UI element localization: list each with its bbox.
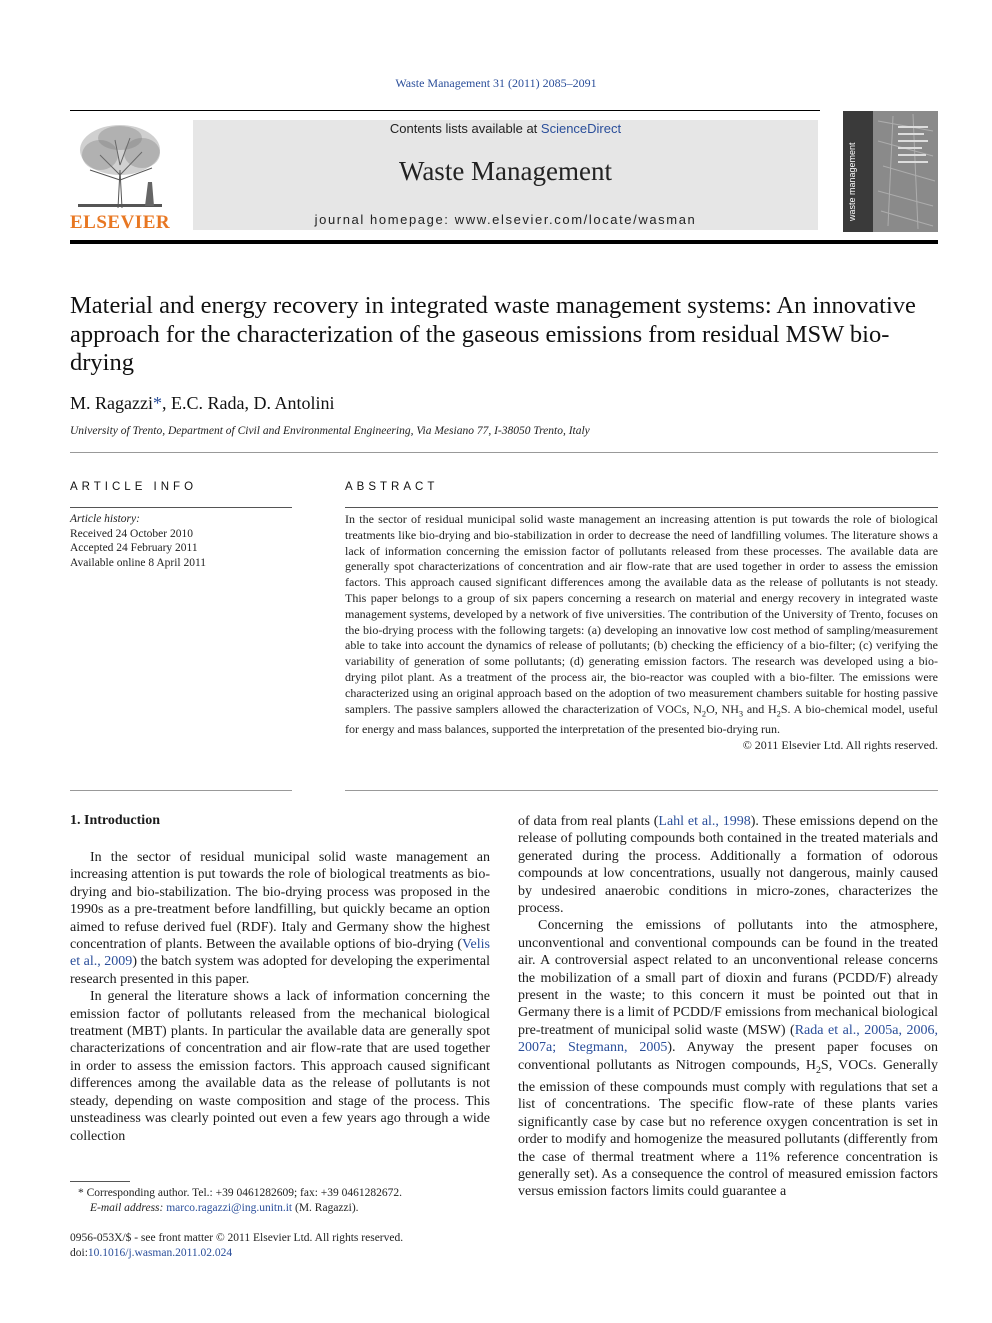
reference-link[interactable]: Velis et al., 2009	[70, 937, 490, 970]
paragraph	[518, 917, 938, 1200]
paragraph-text: ). These emissions depend on the release of polluting compounds both contained in the treated materials and generated during the process. Additionally a formation of odorous compounds at low concentrations, usually not dangerous, mainly caused by undesired anaerobic conditions in micro-zones, characterizes the process.	[518, 814, 938, 917]
paragraph-text: ). Anyway the present paper focuses on conventional pollutants as Nitrogen compounds, H	[518, 1040, 938, 1073]
footnote-text: Corresponding author. Tel.: +39 0461282609; fax: +39 0461282672.	[83, 1187, 403, 1199]
abstract-end-rule	[345, 790, 938, 791]
masthead-rule	[70, 240, 938, 244]
abstract-body	[345, 512, 938, 753]
abstract-text: In the sector of residual municipal solid waste management an increasing attention is put towards the role of biological treatments like bio-drying and bio-stabilization in order to decrease the need of landfilling volumes. The literature shows a lack of information concerning the emission factor of pollutants released from these processes. The available data are generally spot characterizations of concentration and air flow-rate that are used together in order to assess the emission factors. This approach caused significant differences among the available data as the release of pollutants is not steady. This paper belongs to a group of six papers concerning a research on material and energy recovery in integrated waste management systems, developed by a network of five universities. The contribution of the University of Trento, focuses on the bio-drying process with the following targets: (a) developing an innovative low cost method of sampling/measurement able to take into account the dynamics of release of pollutants; (b) checking the efficiency of a bio-filter; (c) verifying the variability of generation of some pollutants; (d) generating emission factors. The research was developed using a bio-drying pilot plant. As a treatment of the process air, the bio-reactor was coupled with a bio-filter. The emissions were characterized using an original approach based on the adoption of two measurement chambers suitable for hosting passive samplers. The passive samplers allowed the characterization of VOCs, N	[345, 512, 938, 716]
accepted-date: Accepted 24 February 2011	[70, 542, 198, 554]
paragraph-text: Concerning the emissions of pollutants into the atmosphere, unconventional and conventional compounds can be found in the treated air. A controversial aspect related to an unconventional release concerns the mobilization of a small part of dioxin and furans (PCDD/F) already present in the waste; to this concern it must be pointed out that in Germany there is a limit of PCDD/F emissions from mechanical biological pre-treatment of municipal solid waste (MSW) (	[518, 918, 938, 1038]
doi-link[interactable]: 10.1016/j.wasman.2011.02.024	[87, 1246, 233, 1259]
footnote	[70, 1186, 490, 1216]
subscript: 3	[738, 708, 744, 718]
abstract-text: O, NH	[706, 701, 739, 716]
email-label: E-mail address:	[90, 1202, 164, 1214]
author-name[interactable]: E.C. Rada	[170, 393, 245, 413]
doi-label: doi:	[70, 1246, 88, 1259]
tree-icon	[70, 120, 170, 210]
author-name[interactable]: M. Ragazzi	[70, 393, 153, 413]
author-separator: ,	[244, 393, 254, 413]
journal-homepage[interactable]: journal homepage: www.elsevier.com/locate/wasman	[314, 212, 697, 227]
elsevier-wordmark: ELSEVIER	[70, 212, 171, 233]
affiliation: University of Trento, Department of Civil and Environmental Engineering, Via Mesiano 77, I-38050 Trento, Italy	[70, 425, 590, 437]
article-info-rule	[70, 507, 292, 508]
email-suffix: (M. Ragazzi).	[292, 1202, 359, 1214]
section-heading-introduction: 1. Introduction	[70, 813, 160, 828]
paragraph-text: In the sector of residual municipal solid waste management an increasing attention is put towards the role of biological treatments as bio-drying and bio-stabilization. The bio-drying process was proposed in the 1990s as a pre-treatment before landfilling, but quickly became an option aimed to refuse derived fuel (RDF). Italy and Germany show the highest concentration of plants. Between the available options of bio-drying (	[70, 850, 490, 953]
article-info-heading: ARTICLE INFO	[70, 481, 198, 493]
journal-citation[interactable]: Waste Management 31 (2011) 2085–2091	[395, 76, 597, 90]
contents-line	[193, 121, 818, 136]
paragraph-text: S, VOCs. Generally the emission of these compounds must comply with regulations that set a list of concentrations. The specific flow-rate of these plants varies significantly case by case but no reference oxygen concentration is set in order to modify and homogenize the measured pollutants (differently from the case of thermal treatment where a 11% reference concentration is generally set). As a consequence the control of measured emission factors versus emission factors limits could guarantee a	[518, 1057, 939, 1200]
subscript: 2	[701, 708, 707, 718]
info-end-rule	[70, 790, 292, 791]
journal-name: Waste Management	[399, 156, 612, 186]
author-list	[70, 393, 334, 414]
abstract-heading: ABSTRACT	[345, 481, 439, 493]
footnote-mark: *	[78, 1187, 84, 1199]
abstract-text: and H	[743, 701, 777, 716]
body-column-left	[70, 849, 490, 1145]
sciencedirect-link[interactable]: ScienceDirect	[540, 121, 622, 136]
email-link[interactable]: marco.ragazzi@ing.unitn.it	[166, 1202, 293, 1214]
cover-title: waste management	[847, 142, 857, 221]
received-date: Received 24 October 2010	[70, 527, 193, 540]
title-rule	[70, 452, 938, 453]
subscript: 2	[776, 708, 781, 718]
issn-line: 0956-053X/$ - see front matter © 2011 Elsevier Ltd. All rights reserved.	[70, 1232, 404, 1244]
paragraph: In general the literature shows a lack of information concerning the emission factor of pollutants released from the mechanical biological treatment (MBT) plants. In particular the available data are generally spot characterizations of concentration and air flow-rate that are used together in order to assess the emission factors. This approach caused significant differences among the available data as the release of pollutants is not steady, depending on waste composition and stage of the process. This unsteadiness was clearly pointed out even a few years ago through a wide collection	[70, 989, 490, 1144]
abstract-text: S. A bio-chemical model, useful for energy and mass balances, supported the interpretation of the presented bio-drying run.	[345, 701, 938, 736]
corresponding-author-mark[interactable]: *	[152, 393, 162, 413]
history-label: Article history:	[70, 513, 140, 525]
reference-link[interactable]: Lahl et al., 1998	[658, 814, 751, 829]
author-name[interactable]: D. Antolini	[253, 393, 335, 413]
subscript: 2	[816, 1064, 821, 1076]
article-history	[70, 512, 206, 570]
paragraph	[518, 813, 938, 917]
reference-link[interactable]: Rada et al., 2005a, 2006, 2007a; Stegmann, 2005	[518, 1022, 938, 1056]
contents-prefix: Contents lists available at	[389, 121, 541, 136]
abstract-rule	[345, 507, 938, 508]
email-note	[70, 1201, 490, 1216]
cover-art-icon	[843, 111, 938, 232]
paragraph	[70, 849, 490, 988]
doi-line	[70, 1246, 403, 1261]
copyright-notice: © 2011 Elsevier Ltd. All rights reserved.	[742, 737, 938, 752]
paragraph-text: of data from real plants (	[518, 814, 659, 829]
footnote-rule	[70, 1181, 130, 1182]
header-rule	[70, 110, 820, 111]
author-separator: ,	[161, 393, 171, 413]
online-date: Available online 8 April 2011	[70, 556, 207, 569]
journal-cover-image	[843, 111, 938, 232]
issn-block	[70, 1231, 403, 1260]
paragraph-text: ) the batch system was adopted for developing the experimental research presented in this paper.	[70, 954, 490, 987]
article-title: Material and energy recovery in integrated waste management systems: An innovative approach for the characterization of the gaseous emissions from residual MSW bio-drying	[70, 292, 916, 376]
corresponding-author-note	[70, 1186, 490, 1201]
body-column-right	[518, 813, 938, 1201]
